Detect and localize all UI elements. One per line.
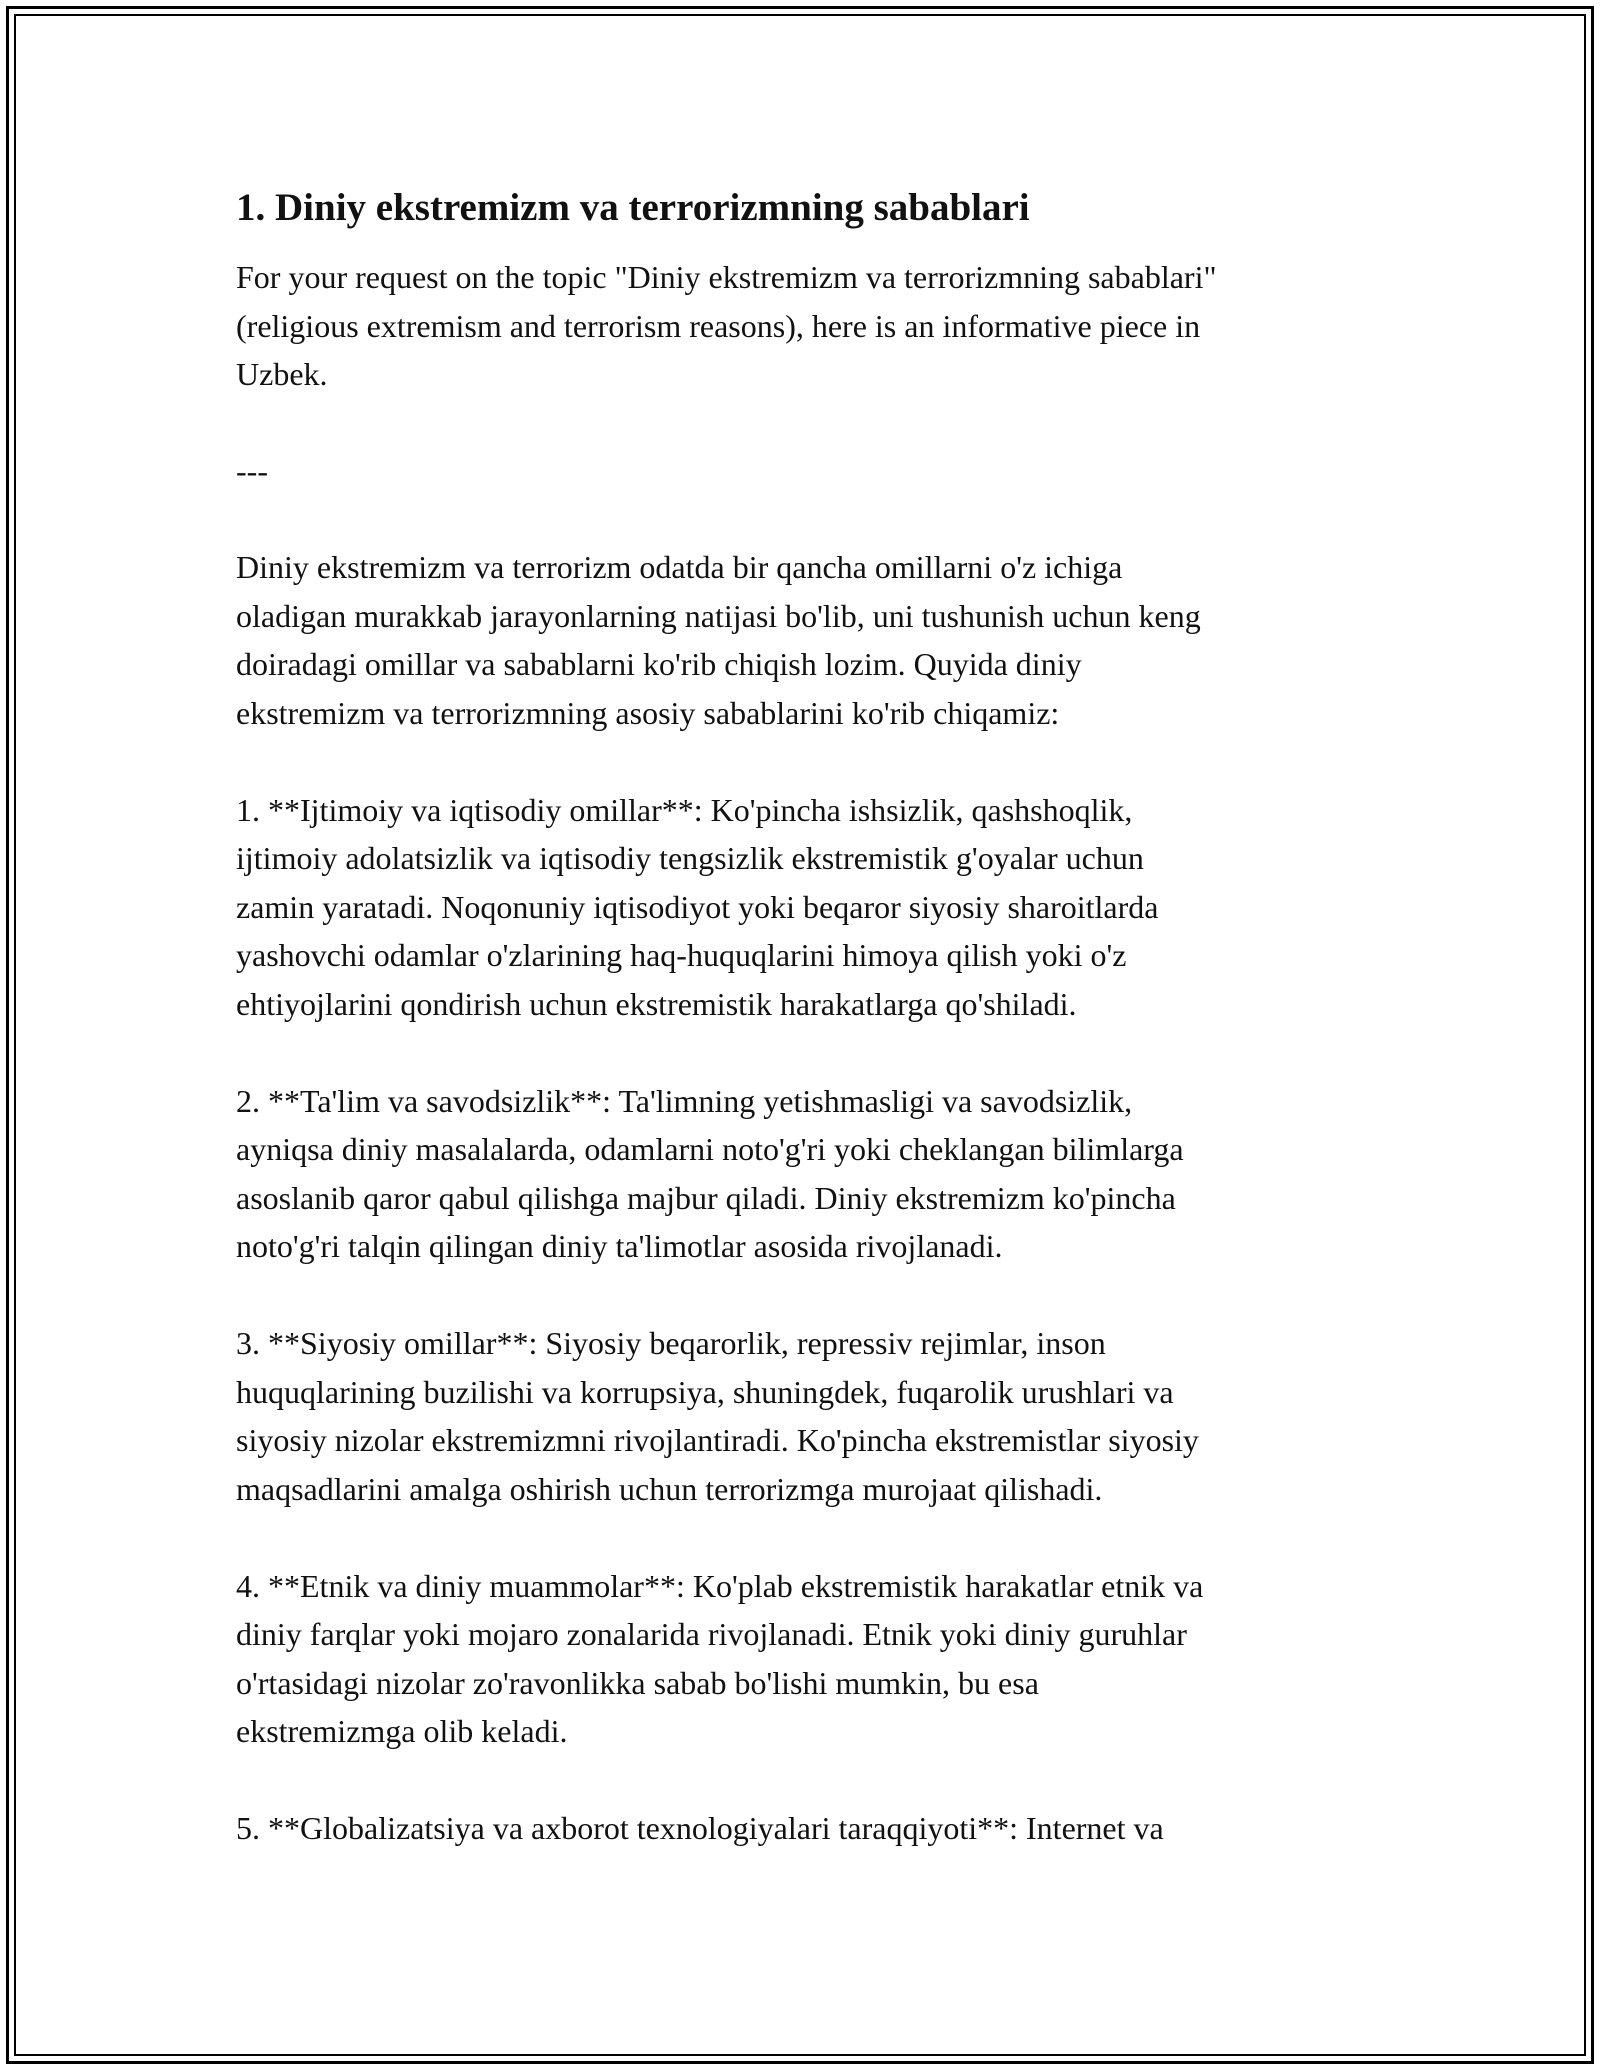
list-item-2: 2. **Ta'lim va savodsizlik**: Ta'limning yetishmasligi va savodsizlik, ayniqsa diniy masalalarda, odamlarni noto'g'ri yoki cheklangan bilimlarga asoslanib qaror qabul qilishga majbur qiladi. Diniy ekstremizm ko'pincha noto'g'ri talqin qilingan diniy ta'limotlar asosida rivojlanadi. — [236, 1082, 1184, 1264]
list-item-1: 1. **Ijtimoiy va iqtisodiy omillar**: Ko'pincha ishsizlik, qashshoqlik, ijtimoiy adolatsizlik va iqtisodiy tengsizlik ekstremistik g'oyalar uchun zamin yaratadi. Noqonuniy iqtisodiyot yoki beqaror siyosiy sharoitlarda yashovchi odamlar o'zlarining haq-huquqlarini himoya qilish yoki o'z ehtiyojlarini qondirish uchun ekstremistik harakatlarga qo'shiladi. — [236, 791, 1159, 1022]
list-item-5: 5. **Globalizatsiya va axborot texnologiyalari taraqqiyoti**: Internet va — [236, 1810, 1164, 1846]
document-title: 1. Diniy ekstremizm va terrorizmning sabablari — [236, 186, 1030, 229]
list-item-4: 4. **Etnik va diniy muammolar**: Ko'plab ekstremistik harakatlar etnik va diniy farqlar yoki mojaro zonalarida rivojlanadi. Etnik yoki diniy guruhlar o'rtasidagi nizolar zo'ravonlikka sabab bo'lishi mumkin, bu esa ekstremizmga olib keladi. — [236, 1567, 1204, 1749]
lead-paragraph: Diniy ekstremizm va terrorizm odatda bir qancha omillarni o'z ichiga oladigan murakkab jarayonlarning natijasi bo'lib, uni tushunish uchun keng doiradagi omillar va sabablarni ko'rib chiqish lozim. Quyida diniy ekstremizm va terrorizmning asosiy sabablarini ko'rib chiqamiz: — [236, 549, 1201, 731]
list-item-3: 3. **Siyosiy omillar**: Siyosiy beqarorlik, repressiv rejimlar, inson huquqlarining buzilishi va korrupsiya, shuningdek, fuqarolik urushlari va siyosiy nizolar ekstremizmni rivojlantiradi. Ko'pincha ekstremistlar siyosiy maqsadlarini amalga oshirish uchun terrorizmga murojaat qilishadi. — [236, 1325, 1199, 1507]
document-body — [236, 185, 1376, 1853]
intro-paragraph: For your request on the topic "Diniy ekstremizm va terrorizmning sabablari" (religious extremism and terrorism reasons), here is an informative piece in Uzbek. — [236, 259, 1217, 392]
separator: --- — [236, 452, 268, 489]
